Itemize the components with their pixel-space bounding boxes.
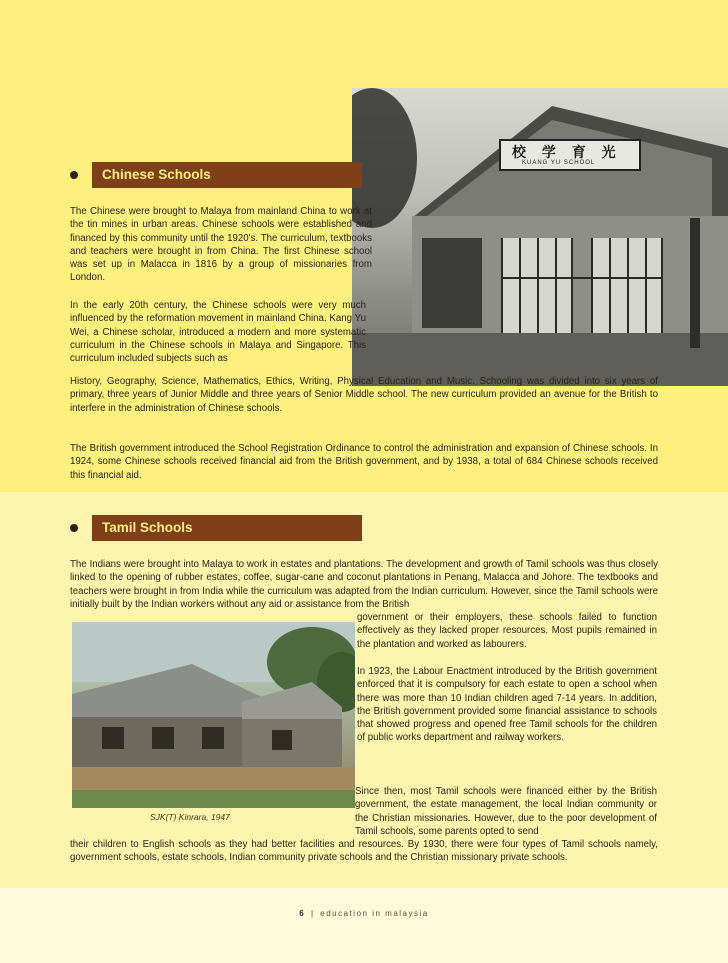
sjkt-kinrara-photo bbox=[72, 622, 355, 808]
bullet-icon bbox=[70, 171, 78, 179]
footer-title: education in malaysia bbox=[320, 909, 429, 918]
chinese-schools-title: Chinese Schools bbox=[92, 162, 362, 188]
tamil-schools-heading bbox=[70, 514, 362, 542]
school-sign-chinese: 校 学 育 光 bbox=[512, 144, 622, 160]
chinese-para-3: The British government introduced the School Registration Ordinance to control the administration and expansion of Chinese schools. In 1924, some Chinese schools received financial aid from the British government, and by 1938, a total of 684 Chinese schools received this financial aid. bbox=[70, 443, 658, 481]
footer-background bbox=[0, 888, 728, 963]
tamil-schools-title: Tamil Schools bbox=[92, 515, 362, 541]
footer-separator: | bbox=[310, 909, 314, 918]
chinese-schools-heading bbox=[70, 161, 362, 189]
tamil-para-3b: their children to English schools as they had better facilities and resources. By 1930, there were four types of Tamil schools namely, government schools, estate schools, Indian community private schools and the Christian missionary private schools. bbox=[70, 839, 658, 864]
tamil-para-1b: government or their employers, these schools failed to function effectively as they lacked proper resources. Most pupils remained in the plantation and worked as labourers. bbox=[357, 612, 657, 650]
tamil-para-2: In 1923, the Labour Enactment introduced by the British government enforced that it is compulsory for each estate to open a school when there was more than 10 Indian children aged 7-14 years. In addition, the British government provided some financial assistance to schools that showed progress and opened free Tamil schools for the children of public works department and railway workers. bbox=[357, 666, 657, 744]
bullet-icon bbox=[70, 524, 78, 532]
tamil-para-3a: Since then, most Tamil schools were financed either by the British government, the estate management, the local Indian community or the Christian missionaries. However, due to the poor development of Tamil schools, some parents opted to send bbox=[355, 786, 657, 837]
photo-caption: SJK(T) Kinrara, 1947 bbox=[150, 812, 230, 822]
kuang-yu-school-photo bbox=[352, 88, 728, 386]
tamil-para-1: The Indians were brought into Malaya to work in estates and plantations. The development and growth of Tamil schools was thus closely linked to the opening of rubber estates, coffee, sugar-cane and coconut plantations in Penang, Malacca and Johore. The textbooks and teachers were brought in from India while the curriculum was adapted from the Indian curriculum. However, since the Tamil schools were initially built by the Indian workers without any aid or assistance from the British bbox=[70, 559, 658, 610]
chinese-para-2b: History, Geography, Science, Mathematics, Ethics, Writing, Physical Education and Music. Schooling was divided into six years of primary, three years of Junior Middle and three years of Senior Middle school. The new curriculum provided an avenue for the British to interfere in the administration of Chinese schools. bbox=[70, 376, 658, 414]
chinese-para-1: The Chinese were brought to Malaya from mainland China to work at the tin mines in urban areas. Chinese schools were established and financed by this community until the 1920's. The curriculum, textbooks and teachers were brought in from China. The first Chinese school was set up in Malacca in 1816 by a group of missionaries from London. bbox=[70, 206, 372, 284]
page-number: 6 bbox=[299, 909, 305, 918]
chinese-para-2a: In the early 20th century, the Chinese schools were very much influenced by the reformation movement in mainland China. Kang Yu Wei, a Chinese scholar, introduced a modern and more systematic curriculum in the Chinese schools in Malaya and Singapore. This curriculum included subjects such as bbox=[70, 300, 366, 365]
school-sign-english: KUANG YU SCHOOL bbox=[522, 160, 596, 166]
page-footer bbox=[0, 909, 728, 918]
